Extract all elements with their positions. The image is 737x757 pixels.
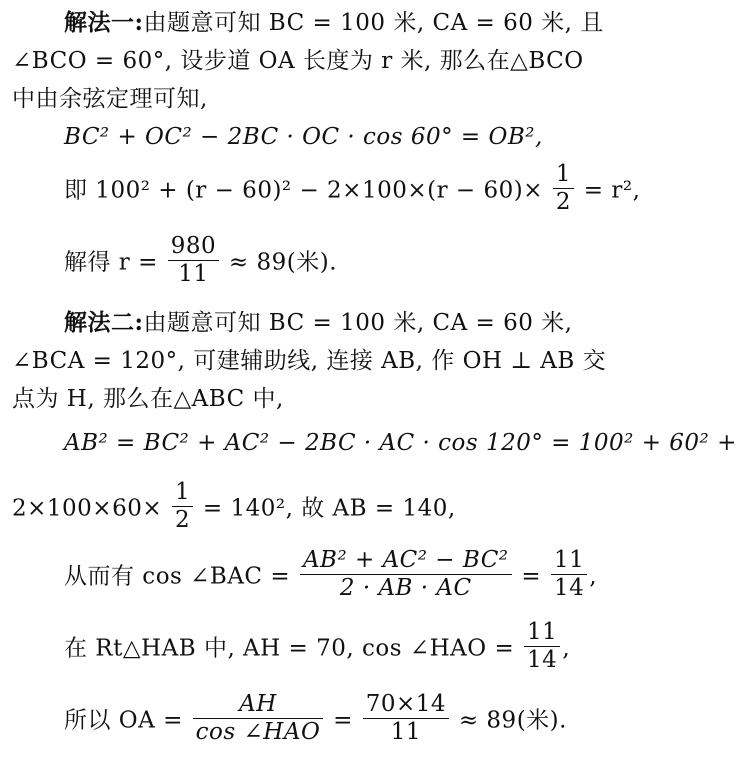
method1-substituted-equation [64,161,641,219]
fraction-denominator: 2 · AB · AC [339,575,472,601]
method2-given-text: 由题意可知 BC = 100 米, CA = 60 米, [143,310,573,336]
comma: , [589,563,598,590]
ab-equation-line1: AB² = BC² + AC² − 2BC · AC · cos 120° = 100² + 60² + [64,430,737,456]
method2-ab-equation [64,428,737,458]
method2-triangle-text: 点为 H, 那么在△ABC 中, [12,386,284,412]
fraction-numerator: 70×14 [363,691,449,719]
oa-fraction [193,691,324,746]
half-fraction [172,479,193,534]
result-fraction [168,233,219,288]
fraction-numerator: 11 [524,619,560,647]
method1-heading: 解法一: [64,9,144,36]
cos-bac-fraction [300,547,512,602]
ab-equation-line2-prefix: 2×100×60× [12,495,163,522]
substituted-suffix: = r², [583,177,641,204]
fraction-denominator: 2 [555,189,571,215]
comma: , [562,635,571,662]
final-prefix: 所以 OA = [64,707,183,734]
method2-line3 [12,384,284,414]
final-suffix: ≈ 89(米). [458,707,567,734]
cos-hao-fraction [524,619,560,674]
ab-equation-line2-suffix: = 140², 故 AB = 140, [202,495,456,522]
fraction-denominator: 2 [174,507,191,533]
method2-line2 [12,346,606,376]
numeric-fraction [363,691,449,746]
fraction-numerator: 1 [172,479,193,507]
half-fraction [553,161,574,216]
method2-construction-text: ∠BCA = 120°, 可建辅助线, 连接 AB, 作 OH ⊥ AB 交 [12,348,607,374]
method1-cosine-equation [64,122,543,152]
fraction-denominator: cos ∠HAO [195,719,321,745]
method2-rt-triangle [64,619,571,677]
equals-sign: = [521,563,542,590]
rt-prefix: 在 Rt△HAB 中, AH = 70, cos ∠HAO = [64,635,515,662]
fraction-numerator: 11 [551,547,587,575]
fraction-numerator: 980 [168,233,219,261]
method1-angle-text: ∠BCO = 60°, 设步道 OA 长度为 r 米, 那么在△BCO [12,48,584,74]
method2-cos-bac [64,547,598,605]
substituted-prefix: 即 100² + (r − 60)² − 2×100×(r − 60)× [64,177,543,204]
fraction-numerator: 1 [553,161,574,189]
method2-heading: 解法二: [64,309,144,336]
method2-ab-equation-cont [12,479,456,537]
result-prefix: 解得 r = [64,249,158,276]
cosine-law-equation: BC² + OC² − 2BC · OC · cos 60° = OB², [64,124,543,150]
method2-line1 [64,308,572,338]
equals-sign: = [333,707,353,734]
fraction-numerator: AH [193,691,324,719]
fraction-denominator: 14 [553,575,585,601]
fraction-denominator: 11 [178,261,209,287]
method1-line1 [64,8,604,38]
fraction-denominator: 11 [390,719,422,745]
method1-given-text: 由题意可知 BC = 100 米, CA = 60 米, 且 [143,10,604,36]
fraction-denominator: 14 [527,647,558,673]
fraction-numerator: AB² + AC² − BC² [300,547,512,575]
cos-bac-prefix: 从而有 cos ∠BAC = [64,563,291,590]
method1-result [64,233,338,291]
result-suffix: ≈ 89(米). [228,249,338,276]
cos-bac-value-fraction [551,547,587,602]
method1-line2 [12,46,584,76]
method2-final [64,691,567,749]
method1-line3 [12,84,208,114]
method1-cosine-intro: 中由余弦定理可知, [12,86,208,112]
